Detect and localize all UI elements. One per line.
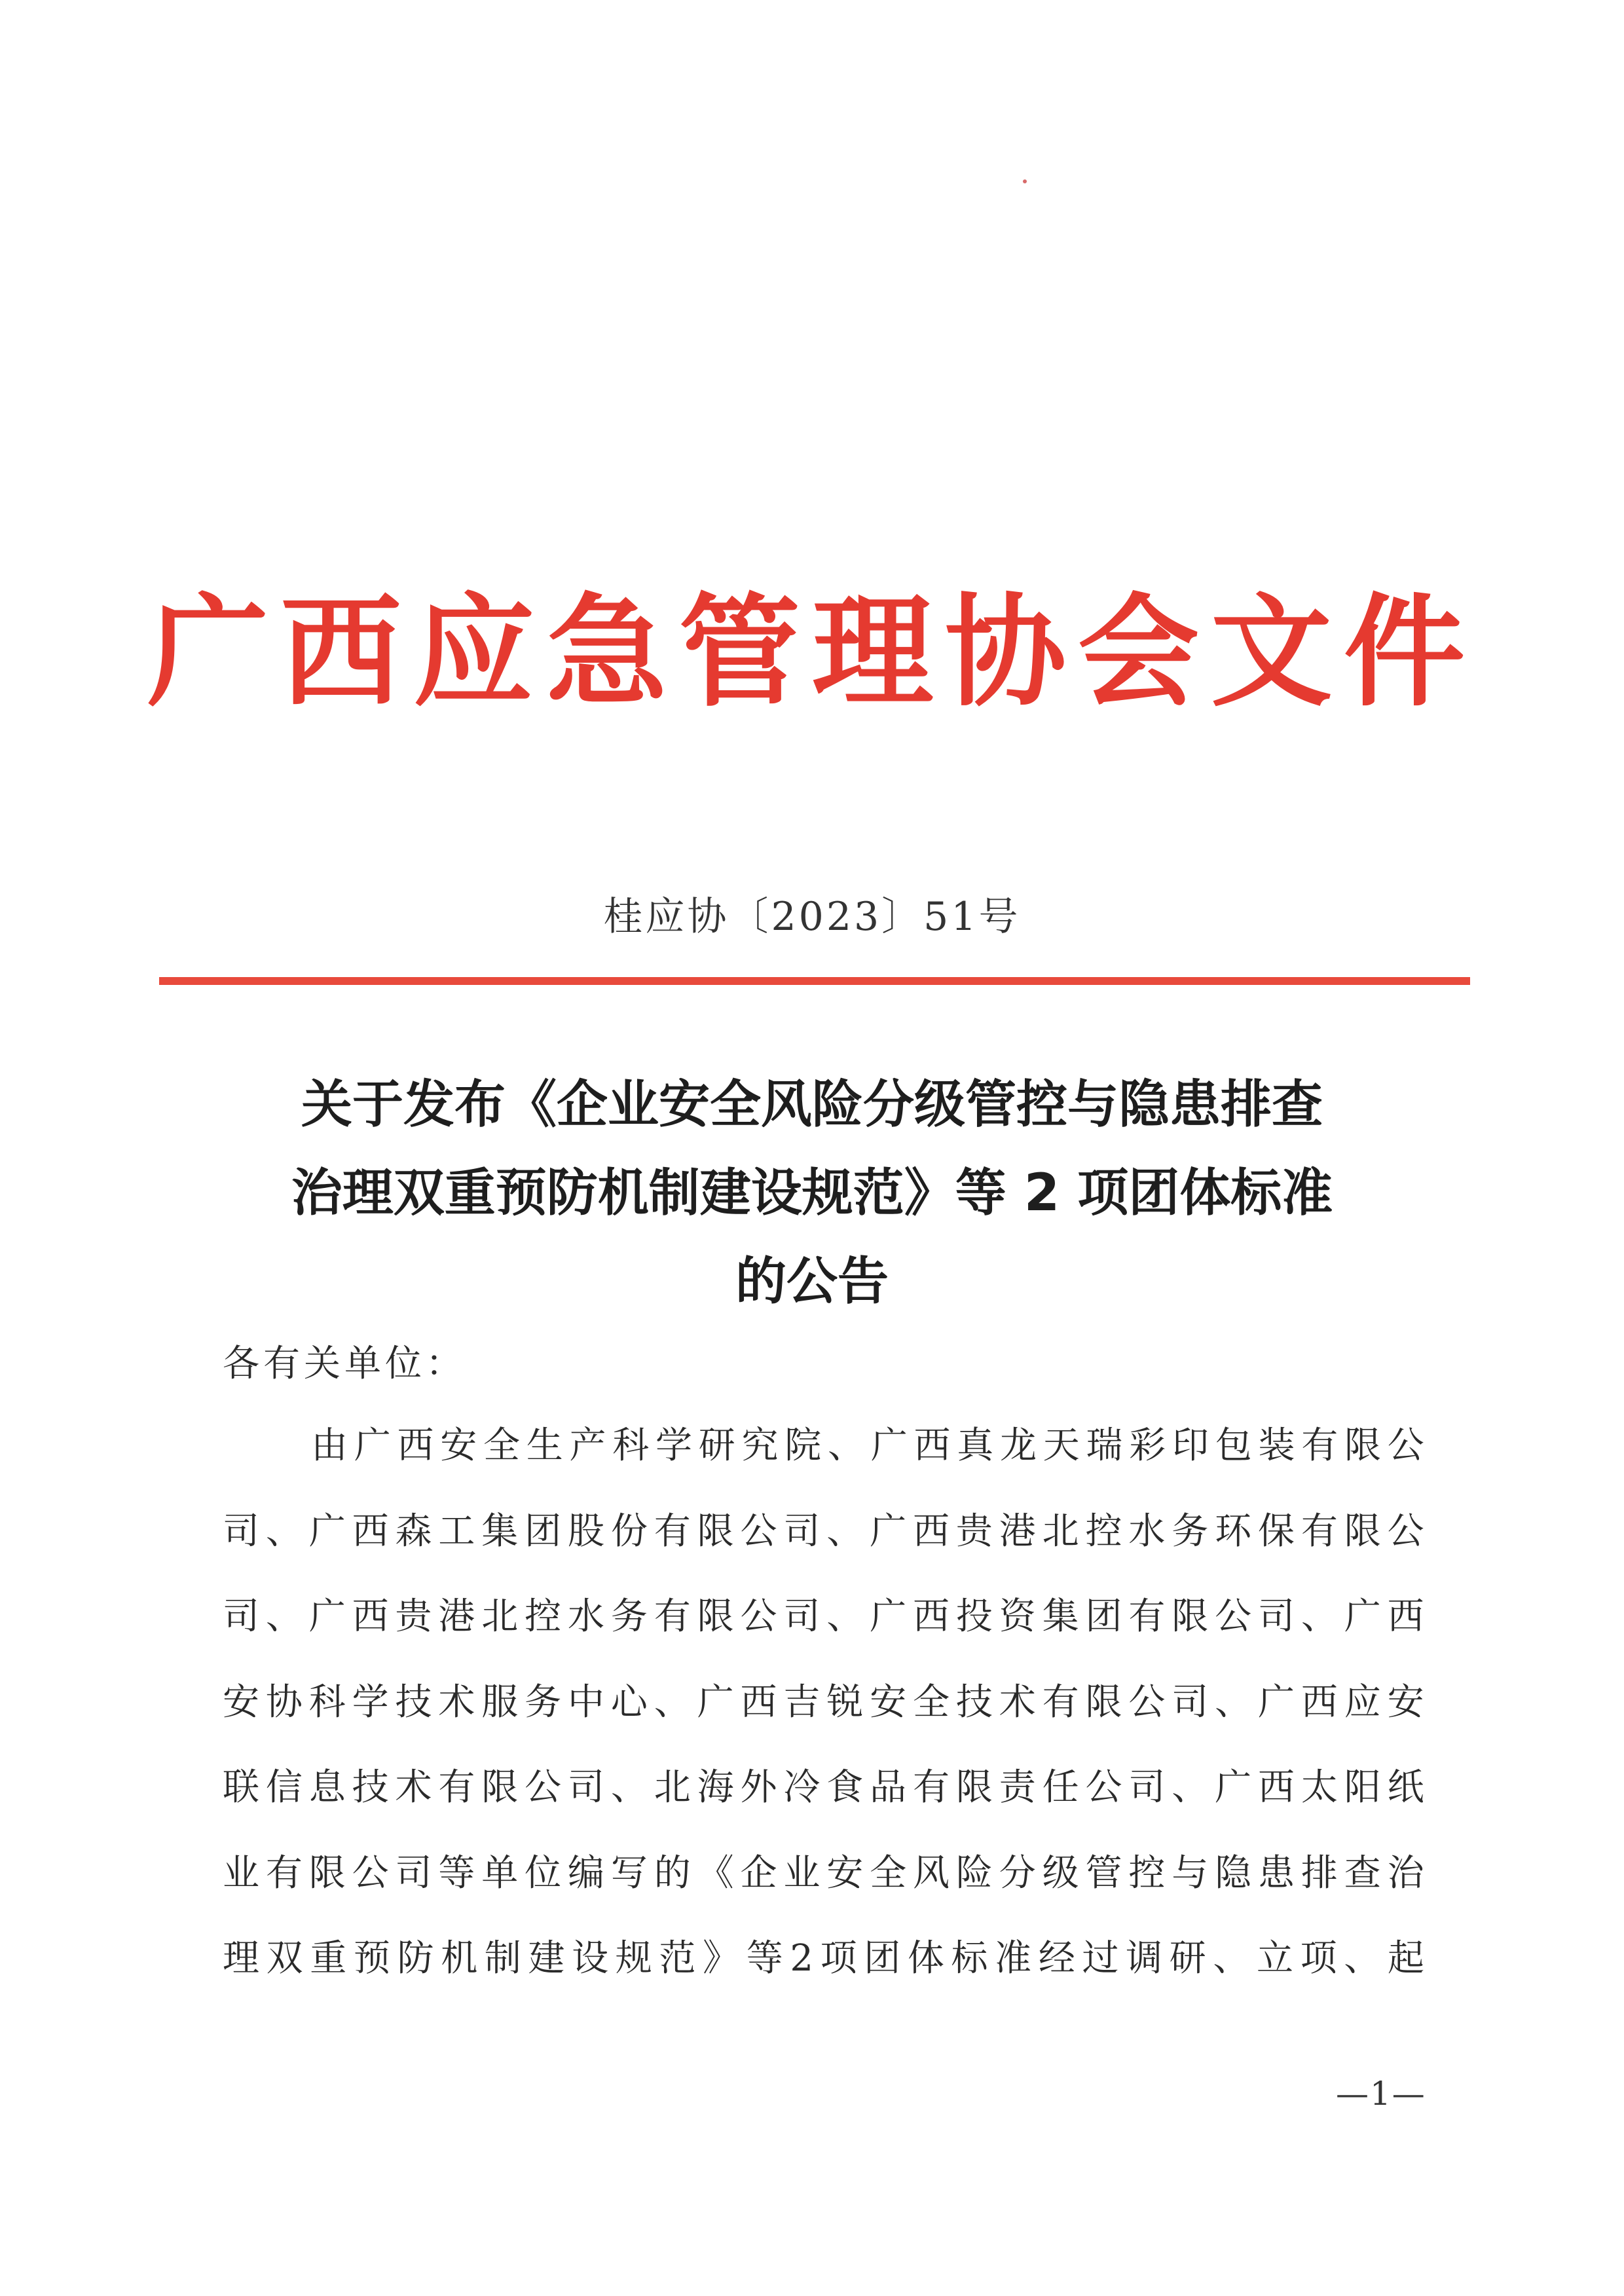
body-paragraph <box>223 1403 1424 2002</box>
body-line: 由 广 西 安 全 生 产 科 学 研 究 院 、 广 西 真 龙 天 瑞 彩 印 包 装 有 限 公 <box>311 1424 1424 1467</box>
body-line: 理 双 重 预 防 机 制 建 设 规 范 》 等 2 项 团 体 标 准 经 过 调 研 、 立 项 、 起 <box>223 1937 1424 1980</box>
announcement-title <box>196 1061 1428 1326</box>
title-line: 治理双重预防机制建设规范》等 2 项团体标准 <box>291 1164 1333 1223</box>
scan-speck <box>1023 179 1027 183</box>
body-line: 联 信 息 技 术 有 限 公 司 、 北 海 外 冷 食 品 有 限 责 任 公 司 、 广 西 太 阳 纸 <box>223 1766 1424 1809</box>
page-number: —1— <box>1336 2075 1426 2113</box>
title-line: 关于发布《企业安全风险分级管控与隐患排查 <box>301 1075 1323 1134</box>
body-line: 业 有 限 公 司 等 单 位 编 写 的 《 企 业 安 全 风 险 分 级 管 控 与 隐 患 排 查 治 <box>223 1851 1424 1895</box>
body-line: 司 、 广 西 森 工 集 团 股 份 有 限 公 司 、 广 西 贵 港 北 控 水 务 环 保 有 限 公 <box>223 1509 1424 1553</box>
body-line: 司 、 广 西 贵 港 北 控 水 务 有 限 公 司 、 广 西 投 资 集 团 有 限 公 司 、 广 西 <box>223 1595 1424 1638</box>
salutation: 各有关单位： <box>223 1342 466 1385</box>
red-divider-line <box>159 977 1470 985</box>
title-line: 的公告 <box>735 1252 889 1311</box>
body-line: 安 协 科 学 技 术 服 务 中 心 、 广 西 吉 锐 安 全 技 术 有 限 公 司 、 广 西 应 安 <box>223 1680 1424 1724</box>
red-header-title: 广西应急管理协会文件 <box>147 580 1477 723</box>
document-number: 桂应协〔2023〕51号 <box>603 894 1021 940</box>
